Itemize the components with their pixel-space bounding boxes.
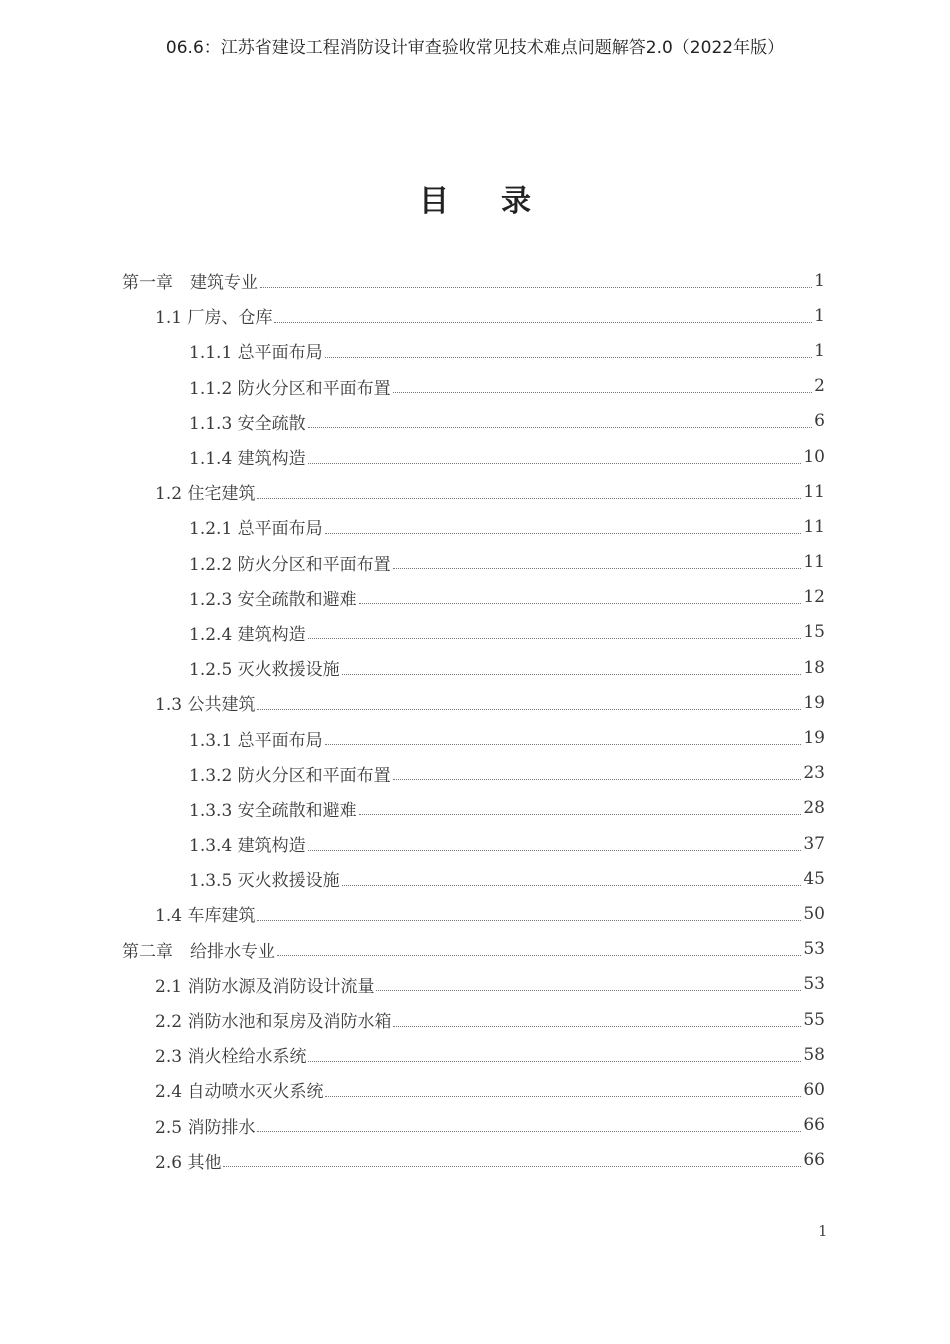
toc-entry[interactable] xyxy=(122,1108,825,1143)
toc-entry-page: 50 xyxy=(803,903,825,924)
toc-entry-label: 1.1.4 建筑构造 xyxy=(189,449,306,470)
toc-entry-page: 53 xyxy=(803,939,825,960)
toc-entry-label: 1.2 住宅建筑 xyxy=(155,484,256,505)
toc-leader-dots xyxy=(325,356,813,358)
toc-entry[interactable] xyxy=(122,333,825,368)
toc-entry-page: 66 xyxy=(803,1150,825,1171)
toc-entry[interactable] xyxy=(122,756,825,791)
toc-entry-label: 1.2.3 安全疏散和避难 xyxy=(189,589,357,610)
toc-entry-page: 15 xyxy=(803,622,825,643)
toc-entry-page: 19 xyxy=(803,728,825,749)
toc-entry[interactable] xyxy=(122,1072,825,1107)
toc-entry-page: 10 xyxy=(803,446,825,467)
toc-entry-label: 2.1 消防水源及消防设计流量 xyxy=(155,976,375,997)
toc-entry[interactable] xyxy=(122,1037,825,1072)
toc-entry-label: 1.1.1 总平面布局 xyxy=(189,343,323,364)
toc-entry-page: 2 xyxy=(814,376,825,397)
toc-leader-dots xyxy=(359,602,802,604)
toc-leader-dots xyxy=(277,954,801,956)
toc-leader-dots xyxy=(393,567,802,569)
toc-entry-label: 1.2.1 总平面布局 xyxy=(189,519,323,540)
toc-entry-label: 1.3 公共建筑 xyxy=(155,695,256,716)
toc-entry-label: 1.2.2 防火分区和平面布置 xyxy=(189,554,391,575)
document-header: 06.6：江苏省建设工程消防设计审查验收常见技术难点问题解答2.0（2022年版） xyxy=(165,38,785,58)
toc-leader-dots xyxy=(308,426,813,428)
toc-entry-page: 55 xyxy=(803,1009,825,1030)
toc-entry-page: 60 xyxy=(803,1079,825,1100)
toc-leader-dots xyxy=(393,391,813,393)
toc-entry[interactable] xyxy=(122,896,825,931)
toc-leader-dots xyxy=(257,708,801,710)
toc-leader-dots xyxy=(393,778,802,780)
toc-entry-page: 19 xyxy=(803,692,825,713)
toc-entry-page: 11 xyxy=(803,552,825,573)
toc-entry[interactable] xyxy=(122,615,825,650)
toc-entry[interactable] xyxy=(122,509,825,544)
toc-entry-label: 2.6 其他 xyxy=(155,1152,222,1173)
toc-entry[interactable] xyxy=(122,369,825,404)
toc-entry[interactable] xyxy=(122,967,825,1002)
toc-leader-dots xyxy=(308,849,802,851)
toc-entry-page: 1 xyxy=(814,270,825,291)
toc-entry-page: 12 xyxy=(803,587,825,608)
toc-entry-label: 1.1.2 防火分区和平面布置 xyxy=(189,378,391,399)
toc-entry-label: 1.3.2 防火分区和平面布置 xyxy=(189,765,391,786)
toc-entry-page: 28 xyxy=(803,798,825,819)
toc-entry-page: 45 xyxy=(803,868,825,889)
toc-entry[interactable] xyxy=(122,791,825,826)
toc-leader-dots xyxy=(325,1095,801,1097)
toc-entry-label: 2.3 消火栓给水系统 xyxy=(155,1047,307,1068)
toc-leader-dots xyxy=(308,462,802,464)
toc-entry-page: 37 xyxy=(803,833,825,854)
toc-leader-dots xyxy=(308,637,802,639)
toc-entry[interactable] xyxy=(122,826,825,861)
toc-entry-label: 1.2.5 灭火救援设施 xyxy=(189,660,340,681)
toc-entry[interactable] xyxy=(122,263,825,298)
toc-entry-page: 53 xyxy=(803,974,825,995)
toc-entry-page: 66 xyxy=(803,1115,825,1136)
toc-entry[interactable] xyxy=(122,720,825,755)
toc-entry-label: 2.4 自动喷水灭火系统 xyxy=(155,1082,324,1103)
toc-leader-dots xyxy=(257,919,801,921)
toc-entry[interactable] xyxy=(122,545,825,580)
page-number: 1 xyxy=(818,1222,828,1240)
toc-entry-label: 第二章 给排水专业 xyxy=(122,941,275,962)
toc-entry-label: 1.1 厂房、仓库 xyxy=(155,308,273,329)
toc-leader-dots xyxy=(257,497,801,499)
toc-entry-page: 11 xyxy=(803,481,825,502)
toc-leader-dots xyxy=(325,743,802,745)
toc-leader-dots xyxy=(260,286,812,288)
toc-entry[interactable] xyxy=(122,685,825,720)
toc-entry-label: 1.4 车库建筑 xyxy=(155,906,256,927)
toc-entry[interactable] xyxy=(122,650,825,685)
toc-entry-label: 2.5 消防排水 xyxy=(155,1117,256,1138)
toc-entry-page: 1 xyxy=(814,340,825,361)
toc-entry-page: 58 xyxy=(803,1044,825,1065)
toc-leader-dots xyxy=(257,1130,801,1132)
toc-entry[interactable] xyxy=(122,474,825,509)
toc-entry[interactable] xyxy=(122,1002,825,1037)
toc-leader-dots xyxy=(359,813,802,815)
toc-entry-label: 1.3.5 灭火救援设施 xyxy=(189,871,340,892)
toc-entry[interactable] xyxy=(122,439,825,474)
toc-entry-page: 23 xyxy=(803,763,825,784)
toc-leader-dots xyxy=(376,989,801,991)
toc-entry-label: 1.3.3 安全疏散和避难 xyxy=(189,800,357,821)
toc-entry[interactable] xyxy=(122,932,825,967)
toc-leader-dots xyxy=(325,532,802,534)
toc-leader-dots xyxy=(342,884,802,886)
toc-title: 目录 xyxy=(419,184,583,219)
toc-entry-label: 1.3.4 建筑构造 xyxy=(189,836,306,857)
toc-entry-page: 1 xyxy=(814,305,825,326)
toc-entry-page: 11 xyxy=(803,516,825,537)
toc-leader-dots xyxy=(308,1060,801,1062)
toc-leader-dots xyxy=(393,1025,801,1027)
toc-entry-label: 2.2 消防水池和泵房及消防水箱 xyxy=(155,1012,392,1033)
toc-entry-page: 6 xyxy=(814,411,825,432)
table-of-contents xyxy=(122,263,825,1178)
toc-leader-dots xyxy=(223,1165,801,1167)
toc-entry[interactable] xyxy=(122,404,825,439)
toc-entry-label: 1.3.1 总平面布局 xyxy=(189,730,323,751)
toc-entry[interactable] xyxy=(122,298,825,333)
toc-entry-label: 1.2.4 建筑构造 xyxy=(189,624,306,645)
toc-entry[interactable] xyxy=(122,580,825,615)
toc-leader-dots xyxy=(342,673,802,675)
toc-entry-page: 18 xyxy=(803,657,825,678)
toc-entry[interactable] xyxy=(122,1143,825,1178)
toc-leader-dots xyxy=(274,321,812,323)
toc-entry[interactable] xyxy=(122,861,825,896)
toc-entry-label: 第一章 建筑专业 xyxy=(122,273,258,294)
toc-entry-label: 1.1.3 安全疏散 xyxy=(189,413,306,434)
